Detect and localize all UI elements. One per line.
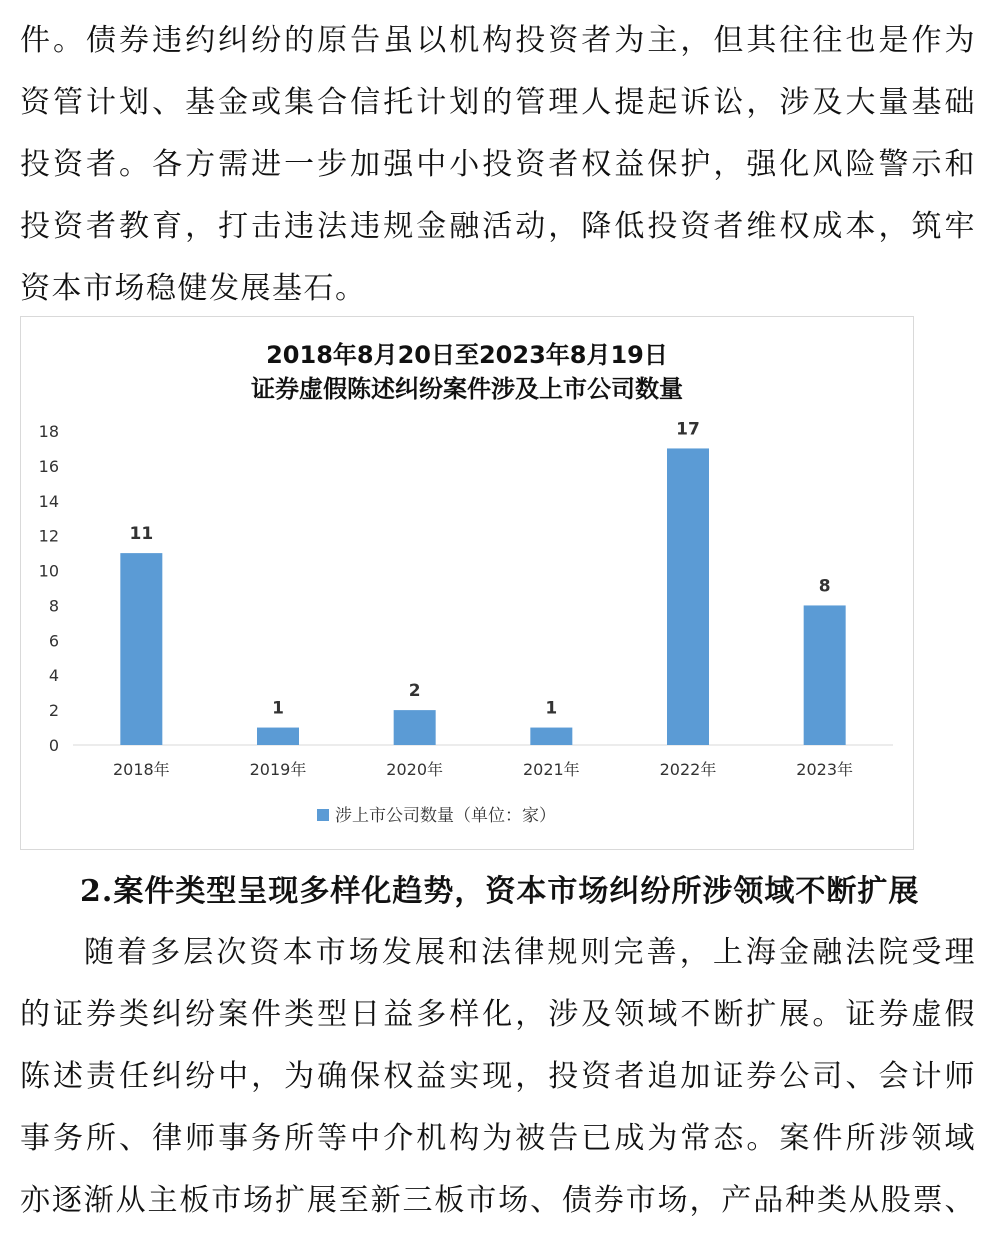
text-line: 资本市场稳健发展基石。 bbox=[20, 271, 367, 306]
y-tick-label: 2 bbox=[48, 701, 59, 721]
data-label: 11 bbox=[129, 524, 154, 545]
bar-4 bbox=[530, 728, 572, 745]
y-tick-label: 8 bbox=[48, 596, 59, 616]
text-line: 亦逐渐从主板市场扩展至新三板市场、债券市场，产品种类从股票、 bbox=[20, 1183, 976, 1218]
data-label: 17 bbox=[676, 419, 700, 440]
text-line: 件。债券违约纠纷的原告虽以机构投资者为主，但其往往也是作为 bbox=[20, 23, 976, 58]
data-label: 2 bbox=[408, 681, 421, 702]
bar-3 bbox=[394, 710, 436, 745]
x-tick-label: 2019年 bbox=[249, 760, 307, 779]
y-tick-label: 16 bbox=[38, 456, 59, 476]
intro-paragraph bbox=[20, 10, 976, 320]
data-label: 8 bbox=[818, 576, 831, 597]
legend-label: 涉上市公司数量（单位：家） bbox=[335, 806, 556, 826]
x-tick-label: 2022年 bbox=[659, 760, 717, 779]
x-tick-label: 2023年 bbox=[796, 760, 854, 779]
x-tick-label: 2020年 bbox=[386, 760, 444, 779]
bar-chart-container bbox=[20, 316, 914, 850]
text-line: 资管计划、基金或集合信托计划的管理人提起诉讼，涉及大量基础 bbox=[20, 85, 976, 120]
body-paragraph bbox=[20, 922, 976, 1232]
text-line: 陈述责任纠纷中，为确保权益实现，投资者追加证券公司、会计师 bbox=[20, 1059, 976, 1094]
chart-title-line2: 证券虚假陈述纠纷案件涉及上市公司数量 bbox=[251, 375, 683, 403]
bar-2 bbox=[257, 728, 299, 745]
section-heading: 2.案件类型呈现多样化趋势，资本市场纠纷所涉领域不断扩展 bbox=[80, 874, 920, 909]
chart-title-line1: 2018年8月20日至2023年8月19日 bbox=[266, 341, 668, 369]
y-tick-label: 6 bbox=[48, 631, 59, 651]
text-line: 随着多层次资本市场发展和法律规则完善，上海金融法院受理 bbox=[84, 935, 976, 970]
legend-swatch bbox=[317, 809, 329, 821]
text-line: 事务所、律师事务所等中介机构为被告已成为常态。案件所涉领域 bbox=[20, 1121, 976, 1156]
text-line: 投资者教育，打击违法违规金融活动，降低投资者维权成本，筑牢 bbox=[20, 209, 976, 244]
text-line: 投资者。各方需进一步加强中小投资者权益保护，强化风险警示和 bbox=[20, 147, 976, 182]
data-label: 1 bbox=[545, 698, 558, 719]
text-line: 的证券类纠纷案件类型日益多样化，涉及领域不断扩展。证券虚假 bbox=[20, 997, 976, 1032]
y-tick-label: 4 bbox=[48, 666, 59, 686]
y-tick-label: 12 bbox=[38, 526, 59, 546]
bar-6 bbox=[804, 605, 846, 745]
x-tick-label: 2021年 bbox=[522, 760, 580, 779]
bar-1 bbox=[120, 553, 162, 745]
data-label: 1 bbox=[272, 698, 284, 719]
x-tick-label: 2018年 bbox=[112, 760, 170, 779]
y-tick-label: 14 bbox=[38, 491, 59, 511]
y-tick-label: 18 bbox=[38, 422, 59, 441]
y-tick-label: 10 bbox=[38, 561, 59, 581]
bar-5 bbox=[667, 448, 709, 745]
y-tick-label: 0 bbox=[48, 736, 59, 755]
bar-chart bbox=[21, 317, 913, 849]
